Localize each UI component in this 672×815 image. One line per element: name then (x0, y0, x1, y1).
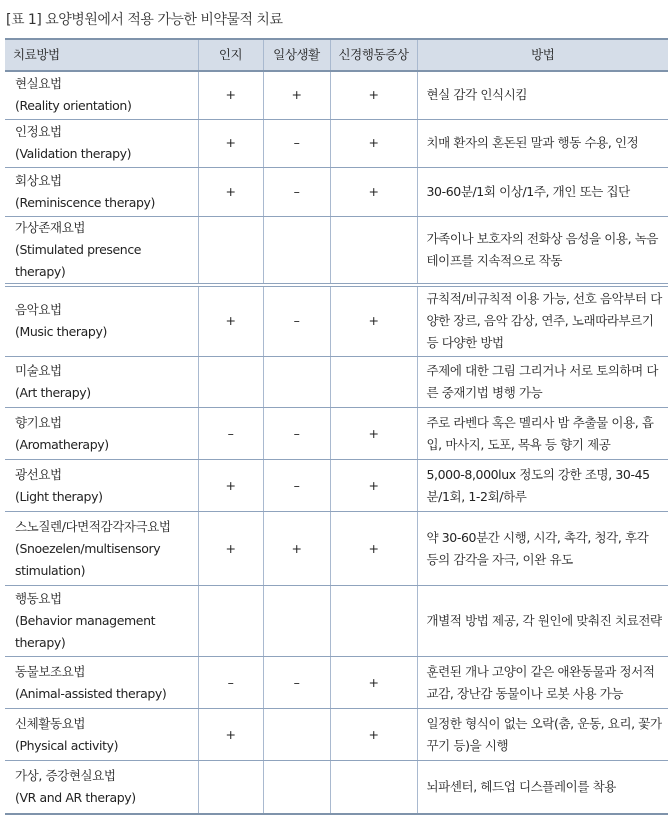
method-description: 주로 라벤다 혹은 멜리사 밤 추출물 이용, 흡입, 마사지, 도포, 목욕 등 향기 제공 (417, 408, 668, 460)
table-row (5, 512, 668, 586)
therapy-name-korean: 스노질렌/다면적감각자극요법 (15, 518, 171, 534)
neurobehavioral-effect (330, 761, 417, 814)
neurobehavioral-effect: + (330, 71, 417, 119)
table-header-row (5, 39, 668, 71)
therapy-name-english: (Reality orientation) (15, 98, 132, 114)
cognition-effect (198, 761, 263, 814)
therapy-name-korean: 현실요법 (15, 76, 62, 92)
neurobehavioral-effect (330, 357, 417, 408)
neurobehavioral-effect: + (330, 408, 417, 460)
daily-living-effect: – (263, 460, 330, 512)
neurobehavioral-effect: + (330, 709, 417, 761)
cognition-effect: – (198, 657, 263, 709)
daily-living-effect: – (263, 167, 330, 216)
therapy-name-korean: 회상요법 (15, 172, 62, 188)
therapy-name-cell (5, 512, 198, 586)
daily-living-effect: – (263, 657, 330, 709)
daily-living-effect: – (263, 285, 330, 357)
method-description: 규칙적/비규칙적 이용 가능, 선호 음악부터 다양한 장르, 음악 감상, 연주, 노래따라부르기 등 다양한 방법 (417, 285, 668, 357)
daily-living-effect (263, 709, 330, 761)
therapy-name-english: (Aromatherapy) (15, 436, 109, 452)
therapy-name-cell (5, 216, 198, 285)
header-therapy-method: 치료방법 (5, 39, 198, 71)
cognition-effect: + (198, 709, 263, 761)
table-row (5, 709, 668, 761)
daily-living-effect (263, 216, 330, 285)
therapy-name-cell (5, 71, 198, 119)
table-row (5, 460, 668, 512)
method-description: 일정한 형식이 없는 오락(춤, 운동, 요리, 꽃가꾸기 등)을 시행 (417, 709, 668, 761)
table-row (5, 119, 668, 167)
table-row (5, 167, 668, 216)
table-row (5, 657, 668, 709)
daily-living-effect (263, 357, 330, 408)
neurobehavioral-effect: + (330, 167, 417, 216)
method-description: 5,000-8,000lux 정도의 강한 조명, 30-45분/1회, 1-2회/하루 (417, 460, 668, 512)
therapy-name-english: (Snoezelen/multisensory stimulation) (15, 540, 161, 578)
cognition-effect: + (198, 71, 263, 119)
therapy-name-cell (5, 285, 198, 357)
non-drug-therapy-table (5, 38, 668, 815)
therapy-name-english: (Behavior management therapy) (15, 613, 156, 650)
therapy-name-english: (Animal-assisted therapy) (15, 685, 167, 701)
therapy-name-english: (VR and AR therapy) (15, 789, 136, 805)
therapy-name-cell (5, 460, 198, 512)
therapy-name-english: (Music therapy) (15, 324, 107, 340)
therapy-name-english: (Reminiscence therapy) (15, 194, 155, 210)
therapy-name-korean: 인정요법 (15, 124, 62, 139)
therapy-name-english: (Physical activity) (15, 737, 119, 753)
therapy-name-cell (5, 709, 198, 761)
method-description: 개별적 방법 제공, 각 원인에 맞춰진 치료전략 (417, 586, 668, 657)
method-description: 약 30-60분간 시행, 시각, 촉각, 청각, 후각 등의 감각을 자극, 이완 유도 (417, 512, 668, 586)
daily-living-effect: + (263, 71, 330, 119)
therapy-name-cell (5, 408, 198, 460)
method-description: 치매 환자의 혼돈된 말과 행동 수용, 인정 (417, 119, 668, 167)
therapy-name-korean: 가상존재요법 (15, 219, 86, 235)
cognition-effect: + (198, 285, 263, 357)
therapy-name-korean: 가상, 증강현실요법 (15, 767, 116, 783)
therapy-name-cell (5, 657, 198, 709)
therapy-name-korean: 음악요법 (15, 302, 62, 318)
table-row (5, 357, 668, 408)
table-row (5, 285, 668, 357)
header-neurobehavioral-symptoms: 신경행동증상 (330, 39, 417, 71)
daily-living-effect (263, 761, 330, 814)
therapy-name-english: (Art therapy) (15, 385, 91, 400)
therapy-name-korean: 행동요법 (15, 591, 62, 606)
therapy-name-english: (Light therapy) (15, 488, 103, 504)
therapy-name-korean: 광선요법 (15, 466, 62, 482)
header-cognition: 인지 (198, 39, 263, 71)
neurobehavioral-effect: + (330, 119, 417, 167)
neurobehavioral-effect (330, 216, 417, 285)
daily-living-effect: + (263, 512, 330, 586)
method-description: 훈련된 개나 고양이 같은 애완동물과 정서적 교감, 장난감 동물이나 로봇 사용 가능 (417, 657, 668, 709)
therapy-name-cell (5, 167, 198, 216)
therapy-name-english: (Stimulated presence therapy) (15, 241, 142, 279)
therapy-name-korean: 신체활동요법 (15, 715, 86, 731)
cognition-effect (198, 586, 263, 657)
cognition-effect: + (198, 460, 263, 512)
therapy-name-korean: 향기요법 (15, 414, 62, 430)
cognition-effect: – (198, 408, 263, 460)
neurobehavioral-effect: + (330, 460, 417, 512)
therapy-name-korean: 동물보조요법 (15, 663, 86, 679)
daily-living-effect: – (263, 119, 330, 167)
therapy-name-cell (5, 761, 198, 814)
table-row (5, 761, 668, 814)
table-row (5, 71, 668, 119)
method-description: 현실 감각 인식시킴 (417, 71, 668, 119)
table-row (5, 408, 668, 460)
method-description: 주제에 대한 그림 그리거나 서로 토의하며 다른 중재기법 병행 가능 (417, 357, 668, 408)
table-row (5, 216, 668, 285)
cognition-effect (198, 216, 263, 285)
therapy-name-cell (5, 357, 198, 408)
therapy-name-english: (Validation therapy) (15, 146, 132, 161)
method-description: 30-60분/1회 이상/1주, 개인 또는 집단 (417, 167, 668, 216)
header-method: 방법 (417, 39, 668, 71)
neurobehavioral-effect: + (330, 512, 417, 586)
neurobehavioral-effect (330, 586, 417, 657)
therapy-name-cell (5, 586, 198, 657)
neurobehavioral-effect: + (330, 285, 417, 357)
table-row (5, 586, 668, 657)
daily-living-effect (263, 586, 330, 657)
cognition-effect (198, 357, 263, 408)
cognition-effect: + (198, 167, 263, 216)
therapy-name-cell (5, 119, 198, 167)
therapy-name-korean: 미술요법 (15, 363, 62, 378)
method-description: 뇌파센터, 헤드업 디스플레이를 착용 (417, 761, 668, 814)
daily-living-effect: – (263, 408, 330, 460)
table-caption: [표 1] 요양병원에서 적용 가능한 비약물적 치료 (6, 12, 283, 28)
method-description: 가족이나 보호자의 전화상 음성을 이용, 녹음테이프를 지속적으로 작동 (417, 216, 668, 285)
cognition-effect: + (198, 512, 263, 586)
neurobehavioral-effect: + (330, 657, 417, 709)
header-daily-living: 일상생활 (263, 39, 330, 71)
cognition-effect: + (198, 119, 263, 167)
